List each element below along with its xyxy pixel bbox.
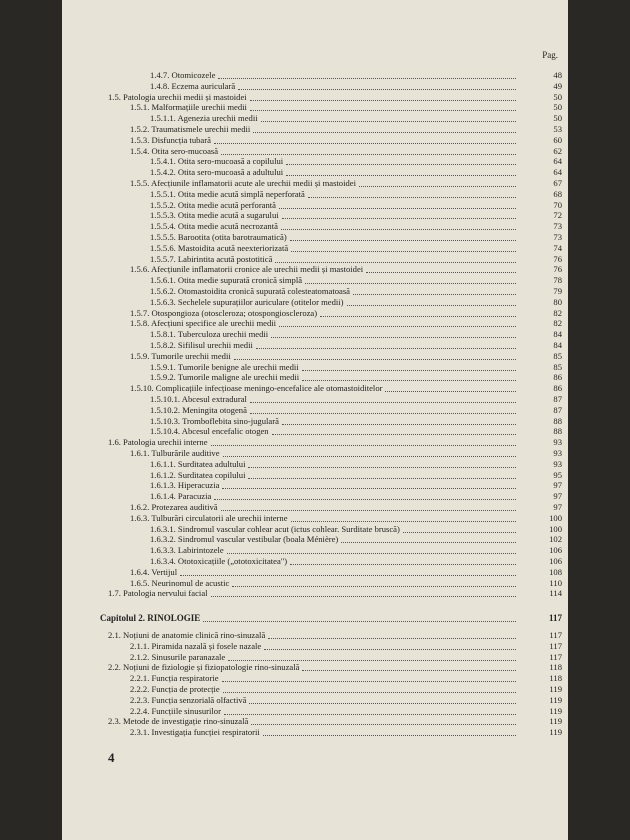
toc-entry-page: 119: [549, 716, 562, 727]
toc-entry-page: 76: [553, 264, 562, 275]
toc-entry-title: 1.5.8.2. Sifilisul urechii medii: [150, 340, 253, 350]
dot-leader: [249, 695, 516, 704]
toc-entry-page: 50: [553, 102, 562, 113]
dot-leader: [221, 502, 516, 511]
toc-entry-page: 67: [553, 178, 562, 188]
dot-leader: [264, 641, 516, 650]
toc-entry-title: 1.6.1.3. Hiperacuzia: [150, 480, 220, 491]
dot-leader: [302, 362, 516, 371]
toc-entry-title: 1.6.3.1. Sindromul vascular cohlear acut (ictus cohlear. Surditate bruscă): [150, 523, 400, 534]
dot-leader: [221, 146, 516, 155]
toc-entry: [62, 232, 568, 242]
dot-leader: [308, 189, 516, 198]
toc-entry-page: 85: [553, 361, 562, 372]
toc-entry-title: 1.6.2. Protezarea auditivă: [130, 502, 218, 512]
toc-entry: [62, 491, 568, 501]
toc-entry: [62, 210, 568, 220]
toc-entry: [62, 329, 568, 339]
toc-entry-title: 1.5.6.3. Sechelele supurațiilor auriculare (otitelor medii): [150, 296, 344, 307]
toc-entry-page: 79: [553, 286, 562, 296]
toc-entry-page: 119: [549, 684, 562, 694]
toc-entry: [62, 437, 568, 447]
toc-entry-title: 2.1.1. Piramida nazală și fosele nazale: [130, 640, 262, 651]
toc-entry-title: 1.6.3.4. Ototoxicațiile („ototoxicitatea"): [150, 556, 288, 566]
toc-entry-page: 117: [549, 651, 562, 662]
toc-entry-page: 86: [553, 383, 562, 394]
toc-entry-title: 2.3. Metode de investigație rino-sinuzală: [108, 716, 249, 727]
toc-entry-title: 2.2.4. Funcțiile sinusurilor: [130, 705, 221, 716]
toc-entry-title: 1.5.10.2. Meningita otogenă: [150, 404, 247, 415]
toc-entry-title: 1.5.10.1. Abcesul extradural: [150, 394, 247, 404]
toc-entry-page: 106: [549, 556, 562, 566]
toc-entry: [62, 662, 568, 672]
toc-entry: [62, 383, 568, 393]
toc-entry-title: 1.5.5.4. Otita medie acută necrozantă: [150, 221, 278, 232]
dot-leader: [248, 470, 516, 479]
toc-entry-page: 88: [553, 426, 562, 437]
toc-entry-page: 119: [549, 694, 562, 705]
toc-entry-title: 1.5.8.1. Tuberculoza urechii medii: [150, 329, 269, 340]
toc-entry: [62, 146, 568, 156]
dot-leader: [286, 167, 516, 176]
toc-entry: [62, 513, 568, 523]
toc-entry-page: 76: [553, 253, 562, 264]
toc-entry-title: 1.5.9.1. Tumorile benigne ale urechii medii: [150, 361, 299, 372]
toc-entry-title: Capitolul 2. RINOLOGIE: [100, 613, 201, 624]
toc-entry-title: 1.5.4.2. Otita sero-mucoasă a adultului: [150, 167, 284, 178]
dot-leader: [305, 275, 516, 284]
toc-entry-page: 50: [553, 91, 562, 102]
dot-leader: [271, 329, 516, 338]
dot-leader: [341, 534, 516, 543]
toc-entry-title: 1.5.5.5. Barootita (otita barotraumatică): [150, 232, 287, 242]
toc-entry-page: 60: [553, 134, 562, 145]
toc-entry-title: 1.5.5.7. Labirintita acută postotitică: [150, 253, 273, 264]
toc-entry-page: 118: [549, 662, 562, 673]
toc-entry-page: 117: [549, 630, 562, 640]
dot-leader: [261, 113, 516, 122]
dot-leader: [214, 491, 516, 500]
dot-leader: [214, 135, 516, 144]
toc-entry-title: 1.6.1. Tulburările auditive: [130, 448, 220, 458]
toc-entry-title: 2.2.3. Funcția senzorială olfactivă: [130, 694, 247, 705]
toc-entry-page: 97: [553, 480, 562, 491]
toc-entry: [62, 524, 568, 534]
toc-entry-title: 1.5.6. Afecțiunile inflamatorii cronice ale urechii medii și mastoidei: [130, 264, 364, 275]
toc-entry: [62, 254, 568, 264]
dot-leader: [275, 254, 516, 263]
toc-entry-title: 2.1.2. Sinusurile paranazale: [130, 651, 226, 662]
toc-entry: [62, 70, 568, 80]
toc-entry: [62, 673, 568, 683]
toc-entry: [62, 135, 568, 145]
dot-leader: [180, 567, 516, 576]
dot-leader: [238, 81, 516, 90]
toc-entry-page: 50: [553, 113, 562, 124]
toc-entry-page: 119: [549, 727, 562, 738]
toc-entry-title: 1.6.1.4. Paracuzia: [150, 491, 212, 502]
toc-entry-page: 100: [549, 523, 562, 534]
toc-entry: [62, 394, 568, 404]
dot-leader: [291, 513, 516, 522]
dot-leader: [256, 340, 516, 349]
dot-leader: [286, 156, 516, 165]
toc-entry-page: 85: [553, 350, 562, 361]
toc-entry-title: 1.5.5.6. Mastoidita acută neexteriorizată: [150, 242, 289, 253]
dot-leader: [250, 102, 516, 111]
toc-entry-title: 1.5.5. Afecțiunile inflamatorii acute ale urechii medii și mastoidei: [130, 178, 356, 188]
toc-entry: [62, 727, 568, 737]
book-page: [62, 0, 568, 840]
toc-entry-page: 97: [553, 502, 562, 512]
toc-entry-title: 1.7. Patologia nervului facial: [108, 588, 208, 599]
toc-entry-page: 93: [553, 458, 562, 469]
toc-entry: [62, 706, 568, 716]
toc-entry-title: 1.5.6.1. Otita medie supurată cronică simplă: [150, 275, 303, 286]
toc-entry: [62, 716, 568, 726]
toc-entry-title: 1.5.3. Disfuncția tubară: [130, 134, 211, 145]
toc-entry-page: 53: [553, 124, 562, 134]
toc-entry-page: 84: [553, 340, 562, 350]
toc-entry-title: 1.6.4. Vertijul: [130, 566, 178, 577]
toc-entry-title: 1.5.1.1. Agenezia urechii medii: [150, 113, 258, 124]
toc-entry-page: 87: [553, 404, 562, 415]
toc-entry-page: 84: [553, 329, 562, 340]
toc-entry: [62, 416, 568, 426]
toc-entry: [62, 578, 568, 588]
toc-entry: [62, 630, 568, 640]
toc-entry-title: 1.5.5.2. Otita medie acută perforantă: [150, 199, 276, 210]
toc-entry-title: 2.2. Noțiuni de fiziologie și fiziopatologie rino-sinuzală: [108, 662, 300, 673]
toc-entry: [62, 102, 568, 112]
toc-entry-title: 1.5. Patologia urechii medii și mastoidei: [108, 91, 247, 102]
toc-entry: [62, 588, 568, 598]
dot-leader: [359, 178, 516, 187]
toc-entry-title: 1.5.9.2. Tumorile maligne ale urechii medii: [150, 372, 300, 383]
toc-entry: [62, 470, 568, 480]
toc-entry: [62, 405, 568, 415]
dot-leader: [268, 630, 516, 639]
toc-entry-title: 2.2.1. Funcția respiratorie: [130, 673, 219, 684]
dot-leader: [282, 210, 516, 219]
toc-entry: [62, 502, 568, 512]
toc-entry: [62, 641, 568, 651]
toc-entry: [62, 362, 568, 372]
toc-entry: [62, 340, 568, 350]
toc-entry-title: 1.5.10.4. Abcesul encefalic otogen: [150, 426, 269, 437]
dot-leader: [272, 426, 516, 435]
toc-entry-page: 93: [553, 448, 562, 458]
toc-entry-page: 86: [553, 372, 562, 383]
dot-leader: [228, 652, 516, 661]
dot-leader: [403, 524, 516, 533]
toc-entry-title: 2.1. Noțiuni de anatomie clinică rino-sinuzală: [108, 630, 266, 640]
toc-entry: [62, 534, 568, 544]
dot-leader: [203, 613, 516, 622]
toc-entry-title: 1.5.5.3. Otita medie acută a sugarului: [150, 210, 279, 221]
toc-entry-page: 93: [553, 437, 562, 448]
toc-entry-title: 2.2.2. Funcția de protecție: [130, 684, 220, 694]
toc-entry: [62, 167, 568, 177]
toc-entry: [62, 189, 568, 199]
toc-entry: [62, 156, 568, 166]
toc-entry-title: 1.5.7. Otospongioza (otoscleroza; otospongioscleroza): [130, 307, 318, 318]
toc-entry-page: 49: [553, 80, 562, 91]
toc-entry-title: 1.5.8. Afecțiuni specifice ale urechii medii: [130, 318, 277, 329]
toc-entry: [62, 556, 568, 566]
dot-leader: [248, 459, 516, 468]
toc-entry: [62, 351, 568, 361]
dot-leader: [224, 706, 516, 715]
chapter-heading: [62, 613, 568, 623]
dot-leader: [250, 394, 516, 403]
toc-entry-page: 74: [553, 242, 562, 253]
toc-entry-page: 100: [549, 512, 562, 523]
toc-entry-page: 117: [548, 613, 562, 624]
toc-entry: [62, 124, 568, 134]
toc-entry-page: 64: [553, 167, 562, 178]
toc-entry: [62, 448, 568, 458]
dot-leader: [302, 662, 516, 671]
toc-entry: [62, 684, 568, 694]
toc-entry: [62, 297, 568, 307]
toc-entry-page: 114: [549, 588, 562, 599]
toc-entry-page: 87: [553, 394, 562, 404]
toc-entry-page: 70: [553, 199, 562, 210]
toc-entry-title: 1.5.2. Traumatismele urechii medii: [130, 124, 251, 134]
toc-entry: [62, 652, 568, 662]
toc-entry-title: 1.6.1.2. Surditatea copilului: [150, 469, 246, 480]
toc-entry-page: 106: [549, 545, 562, 556]
dot-leader: [250, 405, 516, 414]
toc-entry: [62, 308, 568, 318]
toc-entry-page: 80: [553, 296, 562, 307]
toc-entry-title: 1.6.3.3. Labirintozele: [150, 545, 224, 556]
toc-entry-title: 1.6.3.2. Sindromul vascular vestibular (boala Ménière): [150, 534, 339, 545]
toc-entry: [62, 243, 568, 253]
toc-entry-page: 119: [549, 705, 562, 716]
dot-leader: [290, 556, 516, 565]
toc-entry-title: 1.4.8. Eczema auriculară: [150, 80, 236, 91]
dot-leader: [223, 448, 516, 457]
toc-entry: [62, 426, 568, 436]
toc-entry-page: 88: [553, 415, 562, 426]
toc-entry-title: 1.6.1.1. Surditatea adultului: [150, 458, 246, 469]
toc-entry: [62, 200, 568, 210]
toc-entry-page: 108: [549, 566, 562, 577]
toc-entry: [62, 567, 568, 577]
dot-leader: [290, 232, 516, 241]
toc-entry-page: 73: [553, 232, 562, 242]
dot-leader: [234, 351, 516, 360]
toc-entry-page: 118: [549, 673, 562, 684]
toc-entry-title: 1.6.3. Tulburări circulatorii ale urechii interne: [130, 512, 288, 523]
toc-entry: [62, 221, 568, 231]
toc-entry-page: 73: [553, 221, 562, 232]
toc-entry: [62, 545, 568, 555]
toc-entry-title: 1.5.4. Otita sero-mucoasă: [130, 145, 219, 156]
dot-leader: [263, 727, 516, 736]
dot-leader: [223, 684, 516, 693]
toc-entry-title: 1.5.5.1. Otita medie acută simplă neperforată: [150, 188, 305, 199]
toc-entry-title: 1.5.4.1. Otita sero-mucoasă a copilului: [150, 156, 284, 167]
dot-leader: [232, 578, 516, 587]
dot-leader: [366, 264, 516, 273]
toc-entry-page: 97: [553, 491, 562, 502]
toc-entry-page: 78: [553, 275, 562, 286]
toc-entry-title: 1.5.1. Malformațiile urechii medii: [130, 102, 247, 113]
toc-entry: [62, 480, 568, 490]
toc-entry: [62, 275, 568, 285]
dot-leader: [218, 70, 516, 79]
dot-leader: [279, 318, 516, 327]
toc-entry-title: 1.5.9. Tumorile urechii medii: [130, 350, 231, 361]
toc-entry: [62, 92, 568, 102]
page-column-header: Pag.: [542, 50, 558, 60]
toc-entry: [62, 113, 568, 123]
dot-leader: [320, 308, 516, 317]
toc-entry: [62, 695, 568, 705]
dot-leader: [282, 416, 516, 425]
toc-entry-page: 62: [553, 145, 562, 156]
dot-leader: [251, 716, 516, 725]
toc-entry-page: 64: [553, 156, 562, 167]
toc-entry-title: 1.5.10.3. Tromboflebita sino-jugulară: [150, 415, 279, 426]
toc-entry: [62, 81, 568, 91]
toc-entry-page: 117: [549, 640, 562, 651]
toc-entry-title: 1.6. Patologia urechii interne: [108, 437, 208, 448]
toc-entry: [62, 264, 568, 274]
toc-entry-page: 82: [553, 307, 562, 318]
dot-leader: [227, 545, 516, 554]
dot-leader: [385, 383, 516, 392]
dot-leader: [222, 480, 516, 489]
dot-leader: [211, 588, 516, 597]
toc-entry-title: 1.5.6.2. Otomastoidita cronică supurată colesteatomatoasă: [150, 286, 350, 296]
toc-entry-title: 1.4.7. Otomicozele: [150, 70, 216, 80]
dot-leader: [302, 372, 516, 381]
dot-leader: [347, 297, 516, 306]
toc-entry-page: 102: [549, 534, 562, 545]
toc-entry-page: 110: [549, 577, 562, 588]
toc-entry: [62, 178, 568, 188]
toc-entry: [62, 372, 568, 382]
toc-entry: [62, 318, 568, 328]
dot-leader: [250, 92, 516, 101]
toc-entry-title: 2.3.1. Investigația funcției respiratorii: [130, 727, 260, 738]
toc-entry-title: 1.6.5. Neurinomul de acustic: [130, 577, 230, 588]
toc-entry-page: 68: [553, 188, 562, 199]
toc-entry-page: 82: [553, 318, 562, 329]
toc-entry: [62, 286, 568, 296]
toc-entry-page: 72: [553, 210, 562, 221]
dot-leader: [211, 437, 516, 446]
dot-leader: [279, 200, 516, 209]
dot-leader: [291, 243, 516, 252]
toc-entry-title: 1.5.10. Complicațiile infecțioase meningo-encefalice ale otomastoiditelor: [130, 383, 383, 394]
toc-entry-page: 95: [553, 469, 562, 480]
dot-leader: [222, 673, 516, 682]
dot-leader: [281, 221, 516, 230]
toc-entry-page: 48: [553, 70, 562, 80]
page-number: 4: [108, 750, 115, 765]
dot-leader: [353, 286, 516, 295]
toc-entry: [62, 459, 568, 469]
dot-leader: [253, 124, 516, 133]
